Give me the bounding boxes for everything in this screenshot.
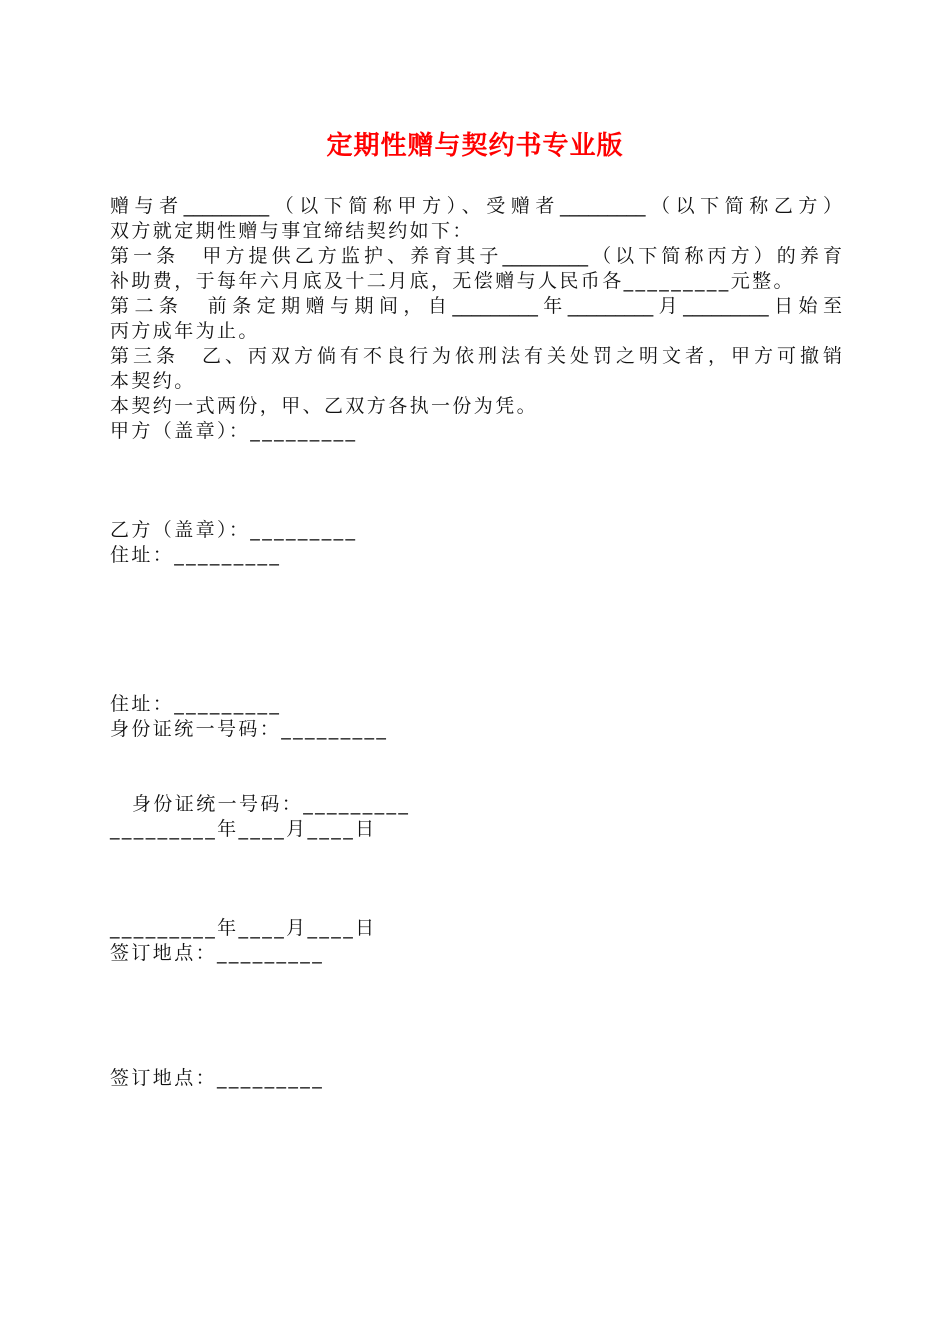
- party-a-seal: 甲方（盖章）：_________: [110, 420, 358, 442]
- date-field: _________年____月____日: [110, 818, 377, 840]
- article-two-line-2: 丙方成年为止。: [110, 320, 260, 342]
- article-one-line-1: 第一条 甲方提供乙方监护、养育其子_________（以下简称丙方）的养育: [110, 245, 842, 267]
- date-field: _________年____月____日: [110, 917, 377, 939]
- article-two-line-1: 第二条 前条定期赠与期间，自_________年_________月_________日始至: [110, 295, 842, 317]
- copies-clause: 本契约一式两份，甲、乙双方各执一份为凭。: [110, 395, 539, 417]
- id-number-field: 身份证统一号码：_________: [132, 793, 411, 815]
- address-field: 住址：_________: [110, 544, 282, 566]
- paragraph-line-donor: 赠与者_________（以下简称甲方）、受赠者_________（以下简称乙方）: [110, 195, 842, 217]
- article-one-line-2: 补助费，于每年六月底及十二月底，无偿赠与人民币各_________元整。: [110, 270, 795, 292]
- paragraph-line-intro: 双方就定期性赠与事宜缔结契约如下：: [110, 220, 474, 242]
- document-title: 定期性赠与契约书专业版: [326, 131, 624, 161]
- party-b-seal: 乙方（盖章）：_________: [110, 519, 358, 541]
- id-number-field: 身份证统一号码：_________: [110, 718, 389, 740]
- address-field: 住址：_________: [110, 693, 282, 715]
- article-three-line-2: 本契约。: [110, 370, 196, 392]
- article-three-line-1: 第三条 乙、丙双方倘有不良行为依刑法有关处罚之明文者，甲方可撤销: [110, 345, 842, 367]
- signing-place-field: 签订地点：_________: [110, 942, 325, 964]
- signing-place-field: 签订地点：_________: [110, 1067, 325, 1089]
